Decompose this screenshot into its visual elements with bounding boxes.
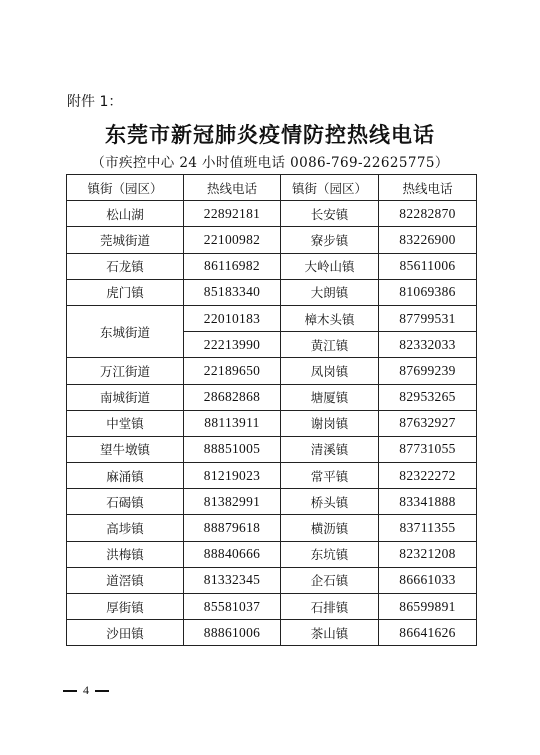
phone-cell: 28682868: [184, 384, 281, 410]
attachment-label: 附件 1：: [67, 94, 123, 110]
table-row: [67, 358, 477, 384]
town-cell: 塘厦镇: [281, 384, 379, 410]
phone-cell: 22100982: [184, 227, 281, 253]
page-number: [63, 683, 109, 698]
town-cell: 横沥镇: [281, 515, 379, 541]
page-number-dash-left: [63, 690, 77, 692]
header-phone-left: 热线电话: [184, 175, 281, 201]
phone-cell: 22213990: [184, 332, 281, 358]
phone-cell: 83341888: [379, 489, 477, 515]
table-row: [67, 489, 477, 515]
town-cell: 大岭山镇: [281, 253, 379, 279]
town-cell: 石排镇: [281, 594, 379, 620]
town-cell: 谢岗镇: [281, 410, 379, 436]
table-row: [67, 567, 477, 593]
phone-cell: 88851005: [184, 436, 281, 462]
phone-cell: 88840666: [184, 541, 281, 567]
town-cell: 麻涌镇: [67, 463, 184, 489]
page-number-value: 4: [83, 683, 89, 697]
table-row: [67, 201, 477, 227]
town-cell: 凤岗镇: [281, 358, 379, 384]
town-cell: 洪梅镇: [67, 541, 184, 567]
table-row: [67, 253, 477, 279]
town-cell: 东坑镇: [281, 541, 379, 567]
page-subtitle: （市疾控中心 24 小时值班电话 0086-769-22625775）: [91, 155, 449, 171]
phone-cell: 81069386: [379, 279, 477, 305]
phone-cell: 22189650: [184, 358, 281, 384]
phone-cell: 86641626: [379, 620, 477, 646]
town-cell: 茶山镇: [281, 620, 379, 646]
phone-cell: 87799531: [379, 305, 477, 331]
table-row: [67, 463, 477, 489]
phone-cell: 81219023: [184, 463, 281, 489]
phone-cell: 22892181: [184, 201, 281, 227]
phone-cell: 82282870: [379, 201, 477, 227]
town-cell: 高埗镇: [67, 515, 184, 541]
town-cell: 石龙镇: [67, 253, 184, 279]
town-cell: 莞城街道: [67, 227, 184, 253]
town-cell: 长安镇: [281, 201, 379, 227]
header-phone-right: 热线电话: [379, 175, 477, 201]
phone-cell: 83711355: [379, 515, 477, 541]
table-row: [67, 594, 477, 620]
town-cell: 万江街道: [67, 358, 184, 384]
table-row: [67, 436, 477, 462]
phone-cell: 83226900: [379, 227, 477, 253]
page-number-dash-right: [95, 690, 109, 692]
page-title: 东莞市新冠肺炎疫情防控热线电话: [105, 122, 435, 147]
phone-cell: 88113911: [184, 410, 281, 436]
town-cell: 虎门镇: [67, 279, 184, 305]
phone-cell: 82321208: [379, 541, 477, 567]
phone-cell: 82332033: [379, 332, 477, 358]
town-cell: 石碣镇: [67, 489, 184, 515]
town-cell: 沙田镇: [67, 620, 184, 646]
town-cell: 南城街道: [67, 384, 184, 410]
phone-cell: 87699239: [379, 358, 477, 384]
phone-cell: 85183340: [184, 279, 281, 305]
phone-cell: 88861006: [184, 620, 281, 646]
town-cell: 黄江镇: [281, 332, 379, 358]
town-cell: 大朗镇: [281, 279, 379, 305]
table-row: [67, 541, 477, 567]
town-cell: 清溪镇: [281, 436, 379, 462]
phone-cell: 22010183: [184, 305, 281, 331]
town-cell: 寮步镇: [281, 227, 379, 253]
phone-cell: 87731055: [379, 436, 477, 462]
town-cell: 东城街道: [67, 305, 184, 357]
table-row: [67, 384, 477, 410]
town-cell: 中堂镇: [67, 410, 184, 436]
table-row: [67, 620, 477, 646]
table-row: [67, 279, 477, 305]
town-cell: 厚街镇: [67, 594, 184, 620]
town-cell: 企石镇: [281, 567, 379, 593]
phone-cell: 86116982: [184, 253, 281, 279]
phone-cell: 82322272: [379, 463, 477, 489]
table-row: [67, 305, 477, 331]
phone-cell: 87632927: [379, 410, 477, 436]
table-row: [67, 227, 477, 253]
table-header-row: [67, 175, 477, 201]
phone-cell: 88879618: [184, 515, 281, 541]
town-cell: 道滘镇: [67, 567, 184, 593]
town-cell: 常平镇: [281, 463, 379, 489]
table-row: [67, 515, 477, 541]
phone-cell: 82953265: [379, 384, 477, 410]
phone-cell: 86599891: [379, 594, 477, 620]
hotline-table: [66, 174, 477, 646]
table-row: [67, 410, 477, 436]
town-cell: 樟木头镇: [281, 305, 379, 331]
phone-cell: 85611006: [379, 253, 477, 279]
phone-cell: 81332345: [184, 567, 281, 593]
header-town-left: 镇街（园区）: [67, 175, 184, 201]
header-town-right: 镇街（园区）: [281, 175, 379, 201]
phone-cell: 86661033: [379, 567, 477, 593]
town-cell: 松山湖: [67, 201, 184, 227]
town-cell: 桥头镇: [281, 489, 379, 515]
phone-cell: 85581037: [184, 594, 281, 620]
phone-cell: 81382991: [184, 489, 281, 515]
town-cell: 望牛墩镇: [67, 436, 184, 462]
